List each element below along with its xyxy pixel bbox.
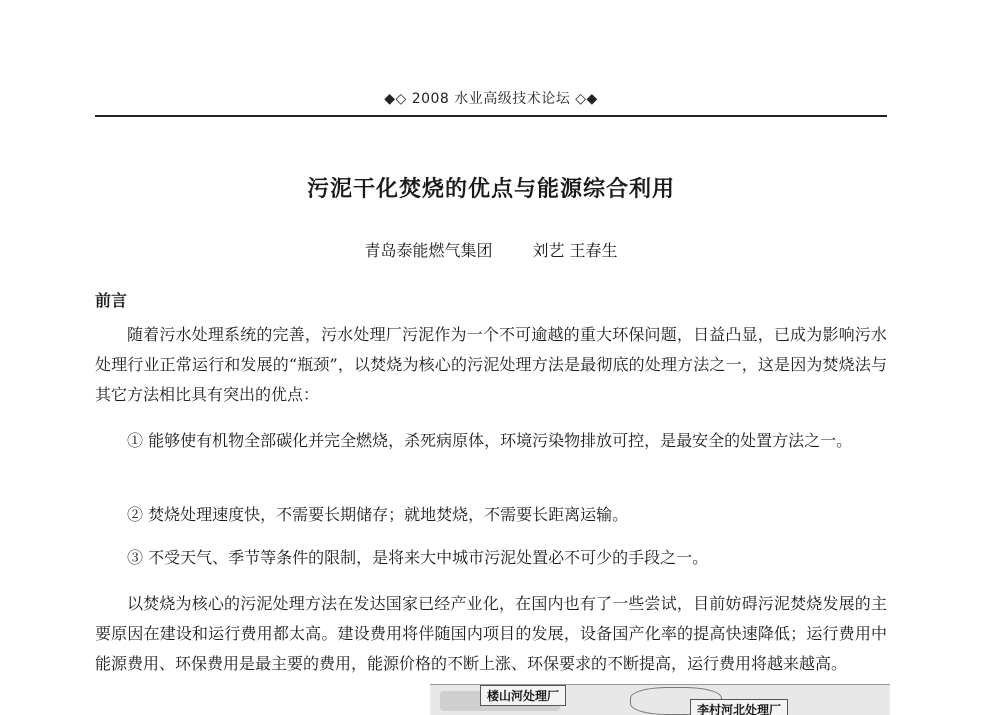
byline: [95, 238, 887, 261]
header-rule: [95, 115, 887, 117]
intro-paragraph: 随着污水处理系统的完善，污水处理厂污泥作为一个不可逾越的重大环保问题，日益凸显，已成为影响污水处理行业正常运行和发展的“瓶颈”，以焚烧为核心的污泥处理方法是最彻底的处理方法之一，这是因为焚烧法与其它方法相比具有突出的优点：: [95, 325, 887, 404]
point-3: ③ 不受天气、季节等条件的限制，是将来大中城市污泥处置必不可少的手段之一。: [127, 548, 709, 567]
plant-label-loushanhe: 楼山河处理厂: [480, 685, 566, 706]
authors: 刘艺 王春生: [532, 241, 618, 260]
section-heading: 前言: [95, 291, 128, 310]
point-1: ① 能够使有机物全部碳化并完全燃烧，杀死病原体，环境污染物排放可控，是最安全的处置方法之一。: [127, 431, 853, 450]
paper-title: 污泥干化焚烧的优点与能源综合利用: [306, 176, 675, 202]
closing-paragraph: 以焚烧为核心的污泥处理方法在发达国家已经产业化，在国内也有了一些尝试，目前妨碍污泥焚烧发展的主要原因在建设和运行费用都太高。建设费用将伴随国内项目的发展，设备国产化率的提高快速降低；运行费用中能源费用、环保费用是最主要的费用，能源价格的不断上涨、环保要求的不断提高，运行费用将越来越高。: [95, 594, 887, 673]
plant-label-licunhe: 李村河北处理厂: [690, 699, 788, 715]
point-2: ② 焚烧处理速度快，不需要长期储存；就地焚烧，不需要长距离运输。: [127, 505, 629, 524]
organization: 青岛泰能燃气集团: [364, 241, 493, 260]
map-figure: [430, 684, 890, 715]
running-header: ◆◇ 2008 水业高级技术论坛 ◇◆: [384, 91, 598, 107]
